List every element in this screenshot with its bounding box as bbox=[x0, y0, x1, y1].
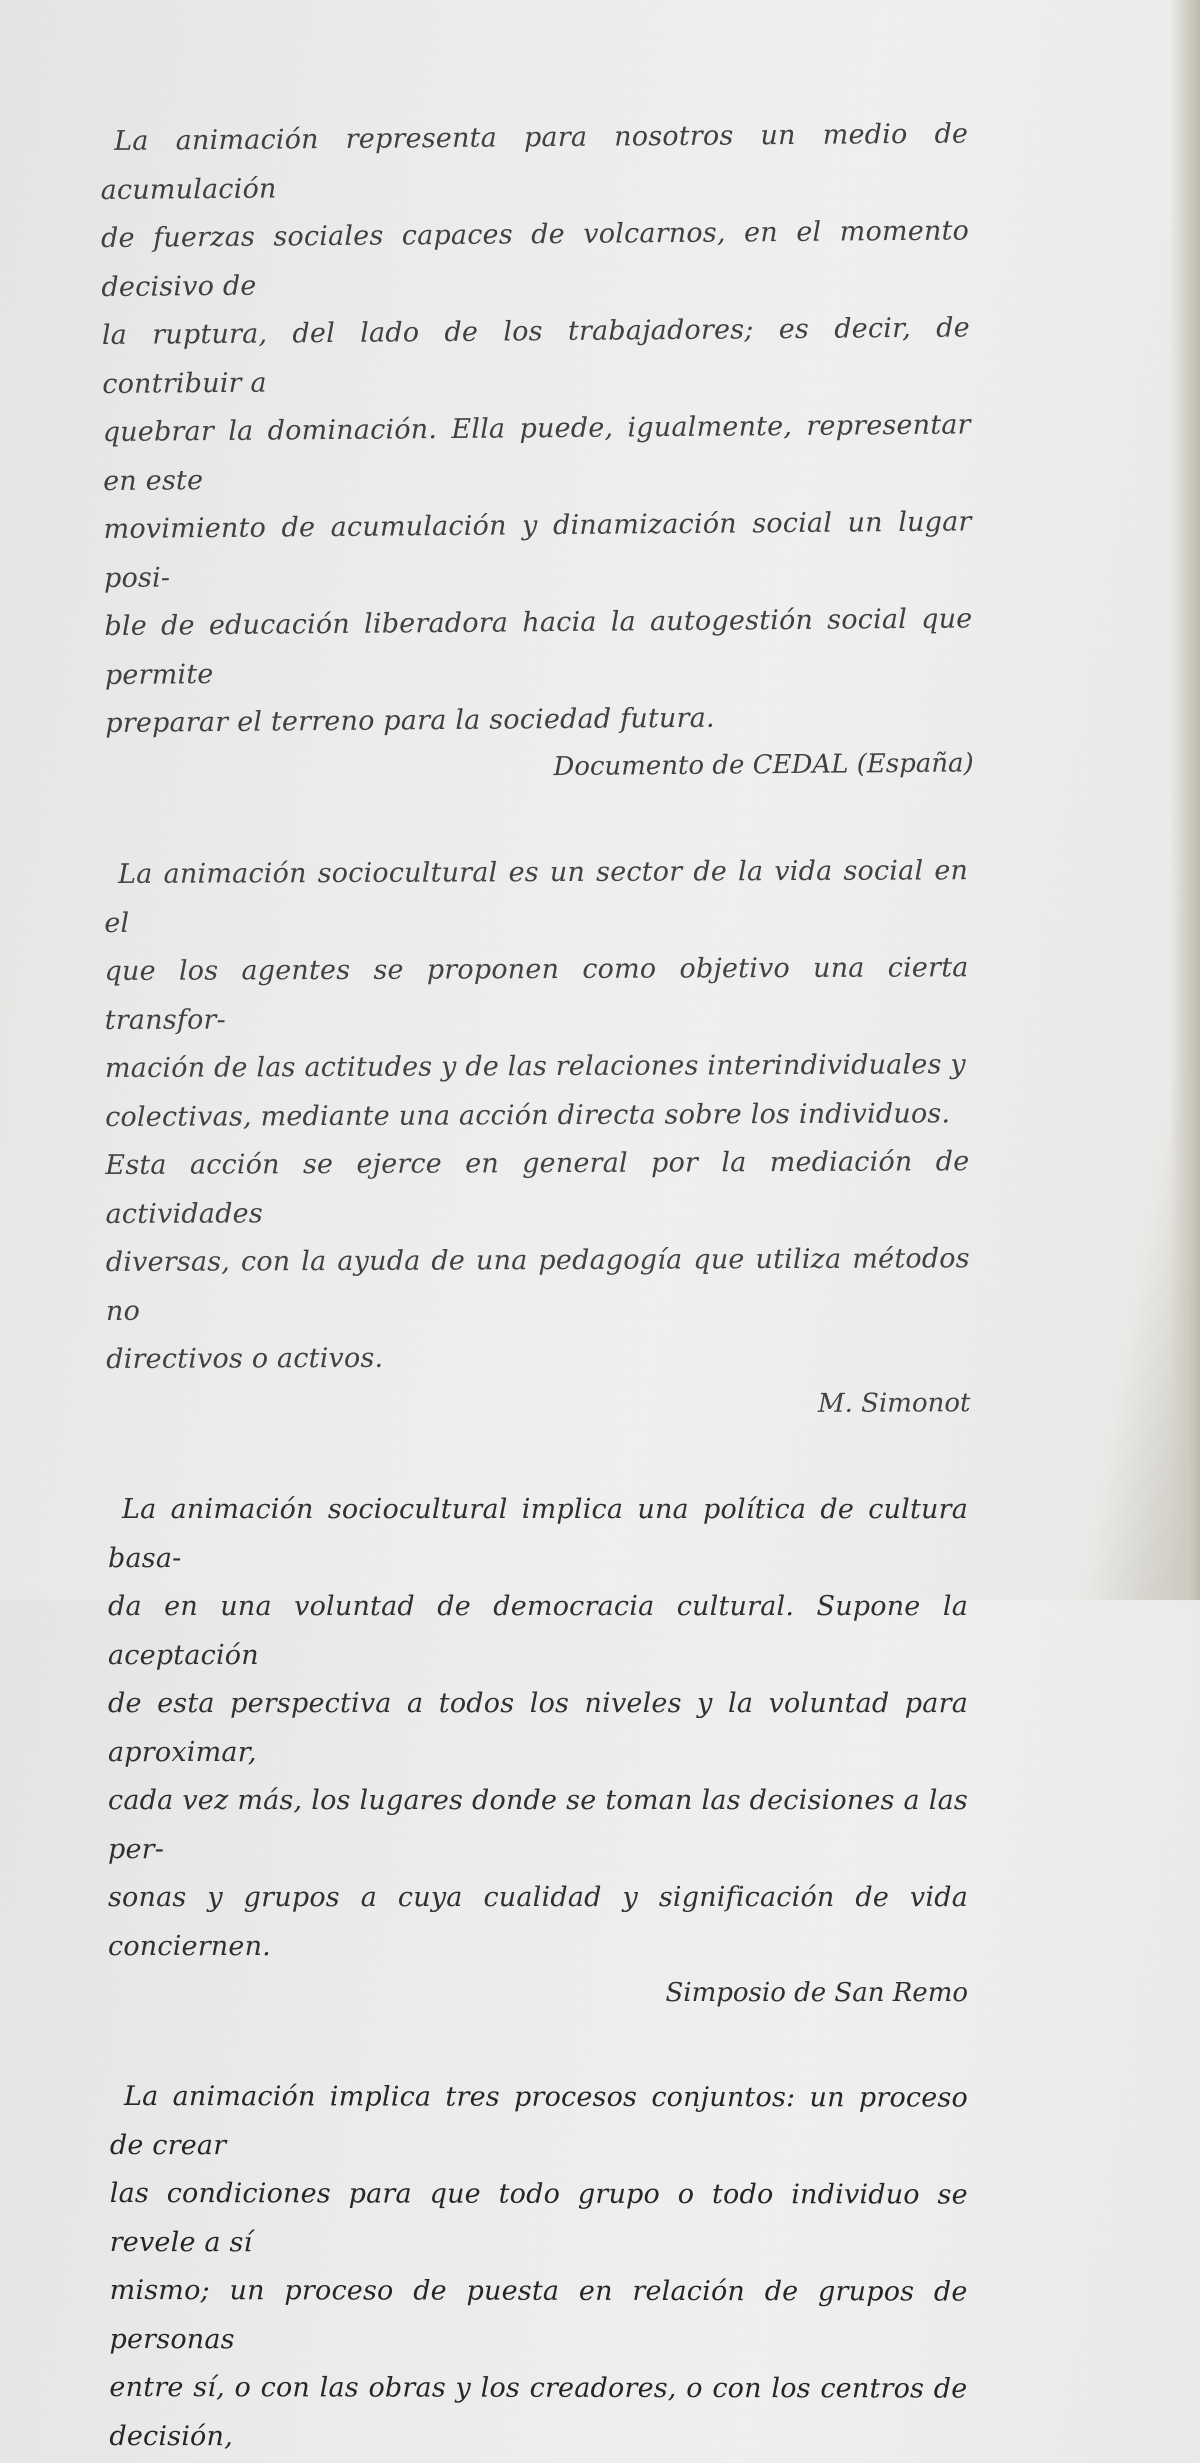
quote-attribution: M. Simonot bbox=[817, 1387, 971, 1418]
quote-block-procesos bbox=[109, 2073, 968, 2462]
book-page bbox=[100, 118, 974, 2461]
page-edge-shadow bbox=[1170, 0, 1200, 1600]
quote-text: La animación sociocultural implica una política de cultura basa- da en una voluntad de democracia cultural. Supone la aceptación de esta perspectiva a todos los niveles y la voluntad para aproximar, cada vez más, los lugares donde se toman las decisiones a las per- sonas y grupos a cuya cualidad y significación de vida conciernen. bbox=[108, 1494, 968, 1962]
quote-text: La animación implica tres procesos conjuntos: un proceso de crear las condiciones para que todo grupo o todo individuo se revele a sí mismo; un proceso de puesta en relación de grupos de personas entre sí, o con las obras y los creadores, o con los centros de decisión, bbox=[109, 2081, 968, 2452]
quote-text: La animación sociocultural es un sector de la vida social en el que los agentes se proponen como objetivo una cierta transfor- mación de las actitudes y de las relaciones interindividuales y colectivas, mediante una acción directa sobre los individuos. Esta acción se ejerce en general por la mediación de actividades diversas, con la ayuda de una pedagogía que utiliza métodos no directivos o activos. bbox=[104, 854, 970, 1375]
quote-attribution: Documento de CEDAL (España) bbox=[553, 747, 974, 782]
quote-attribution: Simposio de San Remo bbox=[665, 1978, 968, 2008]
quote-block-san-remo bbox=[108, 1486, 968, 2015]
quote-text: La animación representa para nosotros un medio de acumulación de fuerzas sociales capaces de volcarnos, en el momento decisivo de la ruptura, del lado de los trabajadores; es decir, de contribuir a quebrar la dominación. Ella puede, igualmente, representar en este movimiento de acumulación y dinamización social un lugar posi- ble de educación liberadora hacia la autogestión social que permite preparar el terreno para la sociedad futura. bbox=[100, 118, 973, 739]
quote-block-cedal bbox=[100, 110, 974, 792]
quote-block-simonot bbox=[104, 847, 971, 1428]
